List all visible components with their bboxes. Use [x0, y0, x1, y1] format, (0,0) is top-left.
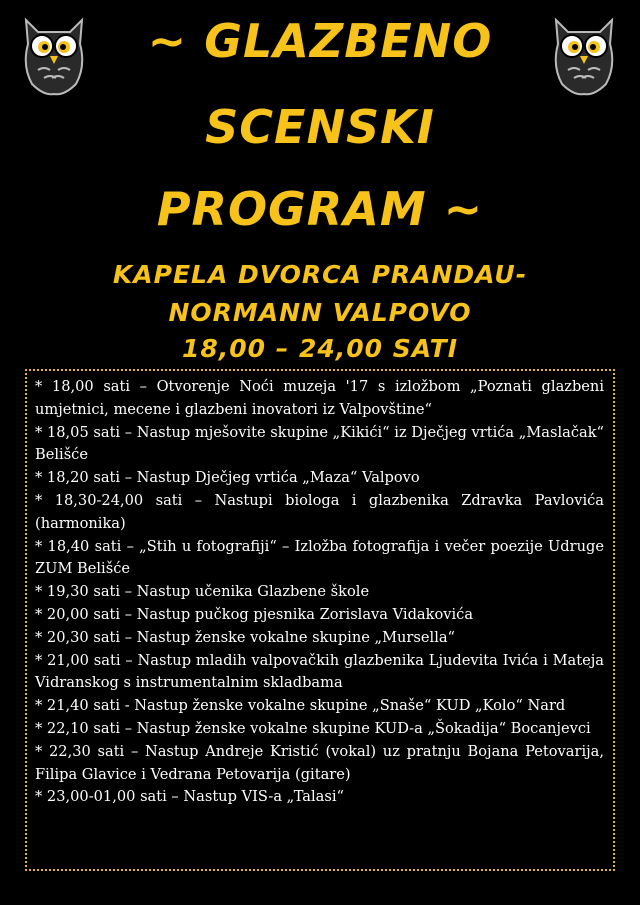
program-item: * 19,30 sati – Nastup učenika Glazbene škole [35, 583, 370, 601]
title-line-1: ~ GLAZBENO [147, 14, 493, 68]
title-line-2: SCENSKI [205, 100, 435, 154]
program-item: * 22,10 sati – Nastup ženske vokalne skupine KUD-a „Šokadija“ Bocanjevci [35, 719, 591, 737]
venue-line-2: NORMANN VALPOVO [168, 298, 472, 327]
event-time: 18,00 – 24,00 SATI [181, 334, 459, 363]
program-item: * 18,05 sati – Nastup mješovite skupine „Kikići“ iz Dječjeg vrtića „Maslačak“ Belišće [35, 423, 604, 464]
program-item: * 20,00 sati – Nastup pučkog pjesnika Zorislava Vidakovića [35, 605, 474, 623]
program-item: * 23,00-01,00 sati – Nastup VIS-a „Talasi“ [35, 788, 344, 806]
program-item: * 18,00 sati – Otvorenje Noći muzeja '17 s izložbom „Poznati glazbeni umjetnici, mecene i glazbeni inovatori iz Valpovštine“ [35, 378, 604, 418]
program-list [35, 376, 604, 809]
title-line-3: PROGRAM ~ [156, 182, 484, 236]
program-item: * 21,00 sati – Nastup mladih valpovačkih glazbenika Ljudevita Ivića i Mateja Vidranskog s instrumentalnim skladbama [35, 651, 604, 692]
program-item: * 21,40 sati - Nastup ženske vokalne skupine „Snaše“ KUD „Kolo“ Nard [35, 697, 566, 715]
program-item: * 18,40 sati – „Stih u fotografiji“ – Izložba fotografija i večer poezije Udruge ZUM Belišće [35, 537, 604, 578]
program-item: * 20,30 sati – Nastup ženske vokalne skupine „Mursella“ [35, 628, 456, 646]
program-item: * 18,30-24,00 sati – Nastupi biologa i glazbenika Zdravka Pavlovića (harmonika) [35, 491, 604, 532]
program-item: * 18,20 sati – Nastup Dječjeg vrtića „Maza“ Valpovo [35, 469, 420, 487]
program-item: * 22,30 sati – Nastup Andreje Kristić (vokal) uz pratnju Bojana Petovarija, Filipa Glavice i Vedrana Petovarija (gitare) [35, 742, 604, 783]
venue-line-1: KAPELA DVORCA PRANDAU- [112, 260, 528, 289]
